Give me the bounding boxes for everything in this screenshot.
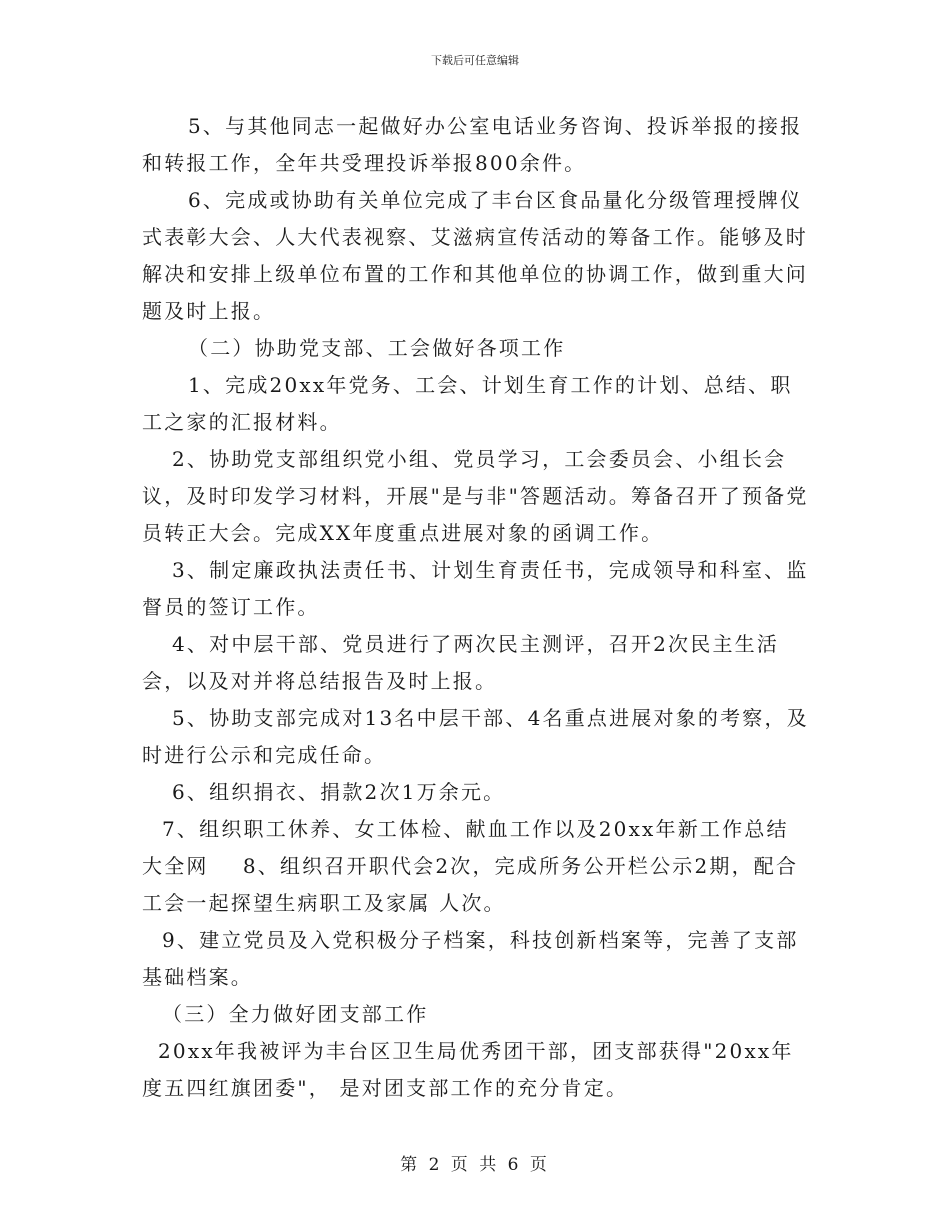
paragraph-6-food-grading-ceremony: 6、完成或协助有关单位完成了丰台区食品量化分级管理授牌仪式表彰大会、人大代表视察、艾滋病宣传活动的筹备工作。能够及时解决和安排上级单位布置的工作和其他单位的协调工作，做到重大问题及时上报。: [142, 188, 808, 323]
page-header-note: 下载后可任意编辑: [431, 54, 519, 67]
paragraph-youth-league: 20xx年我被评为丰台区卫生局优秀团干部，团支部获得"20xx年度五四红旗团委"， 是对团支部工作的充分肯定。: [142, 1039, 794, 1100]
paragraph-party-4: 4、对中层干部、党员进行了两次民主测评，召开2次民主生活会，以及对并将总结报告及时上报。: [142, 632, 780, 693]
paragraph-party-1: 1、完成20xx年党务、工会、计划生育工作的计划、总结、职工之家的汇报材料。: [142, 373, 793, 434]
paragraph-party-6: 6、组织捐衣、捐款2次1万余元。: [172, 780, 506, 804]
paragraph-party-2: 2、协助党支部组织党小组、党员学习，工会委员会、小组长会议，及时印发学习材料，开展"是与非"答题活动。筹备召开了预备党员转正大会。完成XX年度重点进展对象的函调工作。: [142, 447, 809, 545]
section-heading-2: （二）协助党支部、工会做好各项工作: [188, 336, 566, 360]
paragraph-party-5: 5、协助支部完成对13名中层干部、4名重点进展对象的考察，及时进行公示和完成任命。: [142, 706, 809, 767]
paragraph-party-9: 9、建立党员及入党积极分子档案，科技创新档案等，完善了支部基础档案。: [142, 928, 799, 989]
page-number-footer: 第 2 页 共 6 页: [400, 1155, 550, 1175]
paragraph-5-phone-consulting: 5、与其他同志一起做好办公室电话业务咨询、投诉举报的接报和转报工作，全年共受理投诉举报800余件。: [142, 114, 803, 175]
paragraph-party-7-8: 7、组织职工休养、女工体检、献血工作以及20xx年新工作总结大全网 8、组织召开职代会2次，完成所务公开栏公示2期，配合工会一起探望生病职工及家属 人次。: [142, 817, 799, 915]
section-heading-3: （三）全力做好团支部工作: [162, 1002, 429, 1026]
paragraph-party-3: 3、制定廉政执法责任书、计划生育责任书，完成领导和科室、监督员的签订工作。: [142, 558, 809, 619]
document-body: [142, 108, 810, 1107]
